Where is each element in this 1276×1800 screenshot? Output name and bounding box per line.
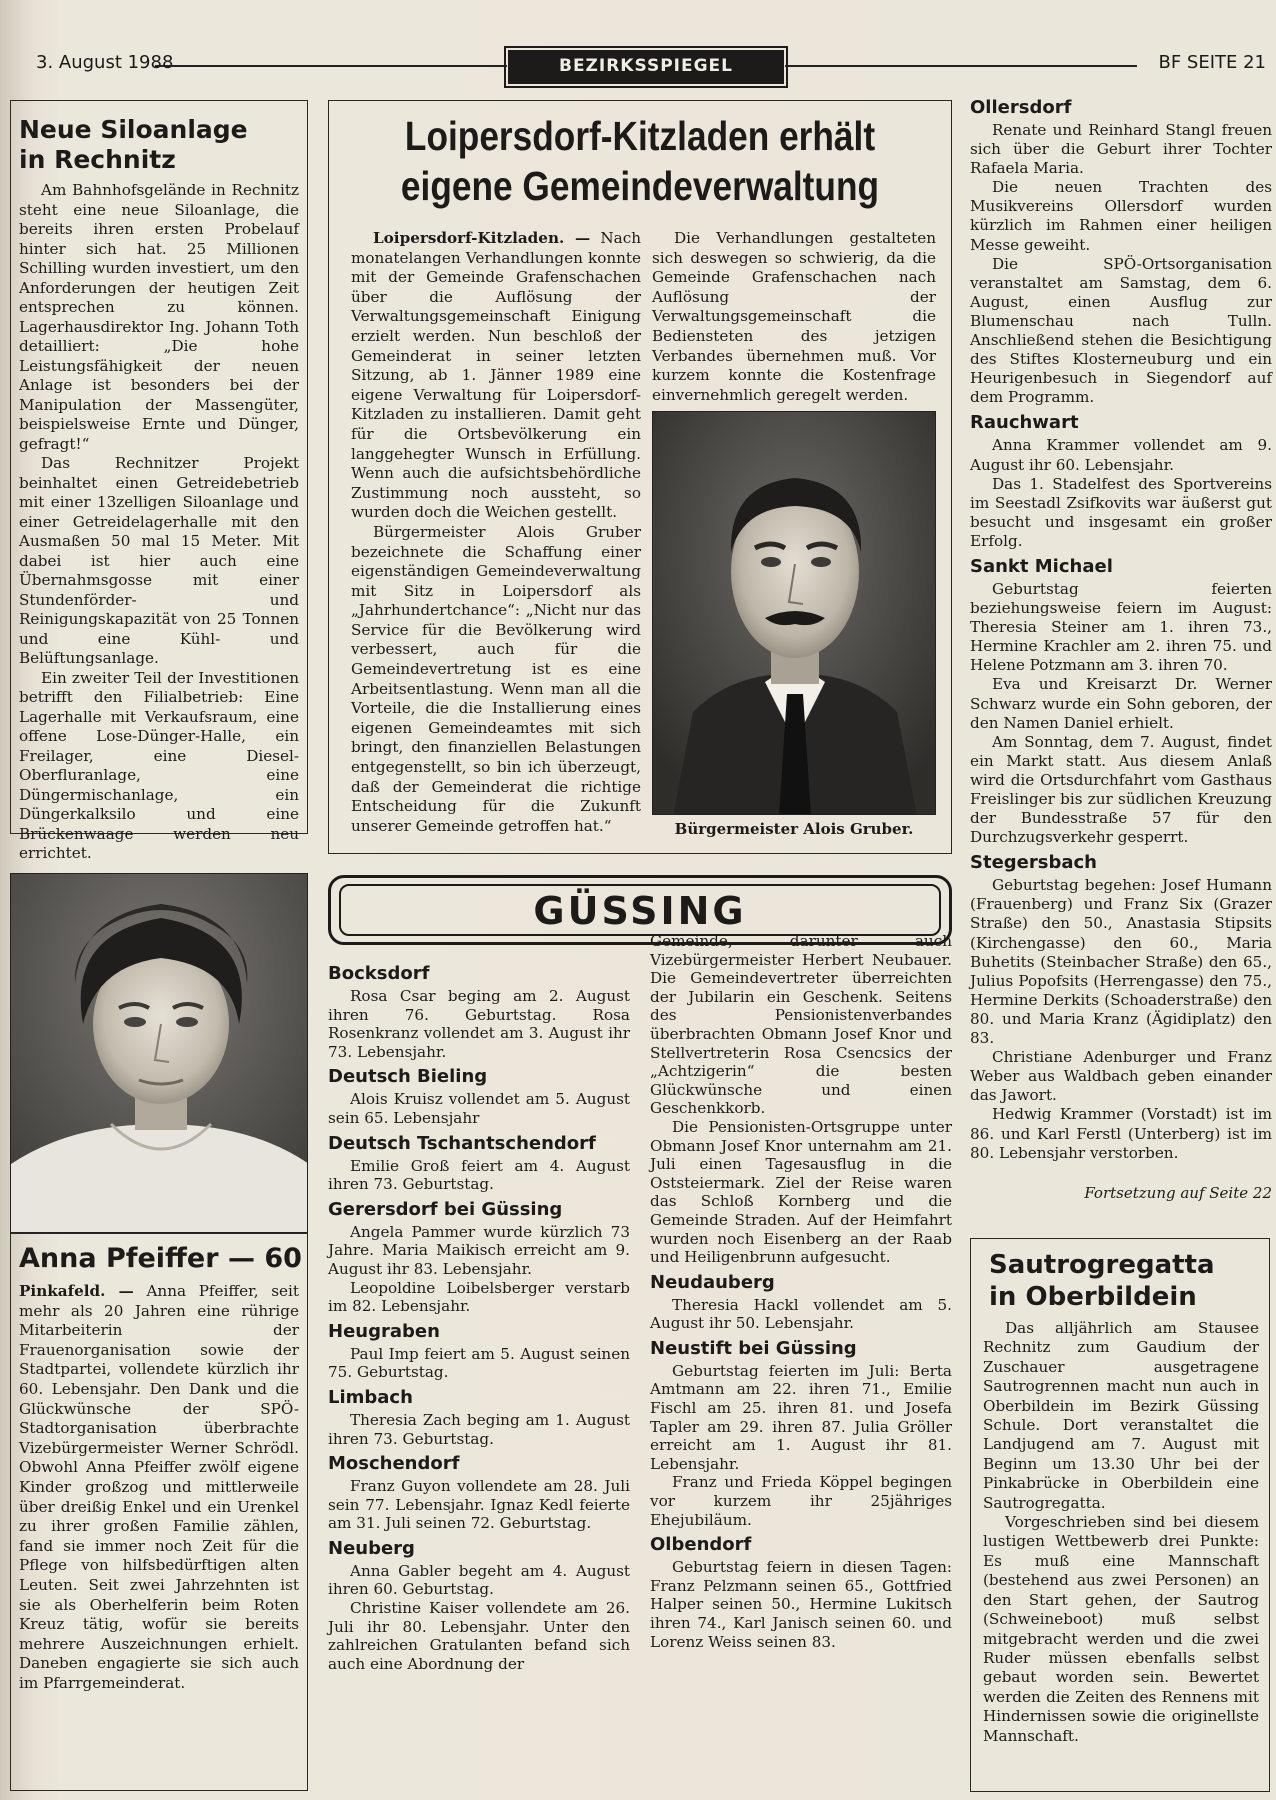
section-title: BEZIRKSSPIEGEL	[508, 50, 784, 84]
paragraph: Geburtstag feierten beziehungsweise feiern im August: Theresia Steiner am 1. ihren 73., Hermine Krachler am 2. ihren 75. und Helene Potzmann am 3. ihren 70.	[970, 579, 1272, 675]
locality-heading: Deutsch Tschantschendorf	[328, 1132, 596, 1154]
paragraph: Franz Guyon vollendete am 28. Juli sein 77. Lebensjahr. Ignaz Kedl feierte am 31. Juli seinen 72. Geburtstag.	[328, 1477, 630, 1533]
paragraph: Ein zweiter Teil der Investitionen betrifft den Filialbetrieb: Eine Lagerhalle mit Verkaufsraum, eine offene Lose-Dünger-Halle, ein Freilager, eine Diesel-Oberfluranlage, eine Düngermischanlage, ein Düngerkalksilo und eine Brückenwaage werden neu errichtet.	[19, 668, 299, 862]
paragraph-text: Anna Pfeiffer, seit mehr als 20 Jahren eine rührige Mitarbeiterin der Frauenorganisation sowie der Stadtpartei, vollendete kürzlich ihr 60. Lebensjahr. Den Dank und die Glückwünsche der SPÖ-Stadtorganisation überbrachte Vizebürgermeister Werner Schrödl. Obwohl Anna Pfeiffer zwölf eigene Kinder großzog und mittlerweile über dreißig Enkel und ein Urenkel zu ihrer großen Familie zählen, fand sie immer noch Zeit für die Pflege von hilfsbedürftigen alten Leuten. Seit zwei Jahrzehnten ist sie als Oberhelferin beim Roten Kreuz tätig, wofür sie bereits mehrere Auszeichnungen erhielt. Daneben engagierte sie sich auch im Pfarrgemeinderat.	[19, 1282, 299, 1692]
paragraph: Das Rechnitzer Projekt beinhaltet einen Getreidebetrieb mit einer 13zelligen Siloanlage und einer Getreidelagerhalle mit den Ausmaßen 50 mal 15 Meter. Mit dabei ist hier auch eine Übernahmsgosse mit einer Stundenförder- und Reinigungskapazität von 25 Tonnen und eine Kühl- und Belüftungsanlage.	[19, 454, 299, 667]
locality-heading: Neustift bei Güssing	[650, 1337, 857, 1359]
paragraph: Das 1. Stadelfest des Sportvereins im Seestadl Zsifkovits war äußerst gut besucht und insgesamt ein großer Erfolg.	[970, 474, 1272, 550]
article-headline: Anna Pfeiffer — 60	[19, 1243, 302, 1274]
article-headline	[373, 111, 908, 211]
paragraph: Franz und Frieda Köppel begingen vor kurzem ihr 25jähriges Ehejubiläum.	[650, 1473, 952, 1529]
locality-heading: Limbach	[328, 1386, 413, 1408]
paragraph	[351, 229, 641, 523]
paragraph: Vorgeschrieben sind bei diesem lustigen Wettbewerb drei Punkte: Es muß eine Mannschaft (bestehend aus zwei Personen) an den Start gehen, der Sautrog (Schweineboot) muß selbst mitgebracht werden und die zwei Ruder müssen ebenfalls selbst gebaut worden sein. Bewertet werden die Zeiten des Rennens mit Hindernissen sowie die originellste Mannschaft.	[983, 1513, 1259, 1745]
locality-heading: Heugraben	[328, 1320, 440, 1342]
locality-heading: Moschendorf	[328, 1453, 460, 1475]
paragraph: Alois Kruisz vollendet am 5. August sein 65. Lebensjahr	[328, 1090, 630, 1127]
header-rule-right	[785, 65, 1137, 67]
headline-line: in Oberbildein	[989, 1282, 1197, 1312]
paragraph: Das alljährlich am Stausee Rechnitz zum Gaudium der Zuschauer ausgetragene Sautrogrennen macht nun auch in Oberbildein im Bezirk Güssing Schule. Dort veranstaltet die Landjugend am 7. August mit Beginn um 13.30 Uhr bei der Pinkabrücke in Oberbildein eine Sautrogregatta.	[983, 1319, 1259, 1512]
header-rule-left	[155, 65, 507, 67]
article-lead: Pinkafeld. —	[19, 1282, 134, 1300]
locality-heading: Ollersdorf	[970, 97, 1072, 118]
headline-line: eigene Gemeindeverwaltung	[400, 163, 880, 209]
article-body-col2	[652, 229, 936, 405]
article-lead: Loipersdorf-Kitzladen. —	[373, 229, 591, 247]
paragraph: Die Pensionisten-Ortsgruppe unter Obmann Josef Knor unternahm am 21. Juli einen Tagesausflug in die Oststeiermark. Ziel der Reise waren das Schloß Kornberg und die Gemeinde Straden. Auf der Heimfahrt wurden noch Eisenberg an der Raab und Heiligenbrunn aufgesucht.	[650, 1117, 952, 1267]
paragraph: Christiane Adenburger und Franz Weber aus Waldbach geben einander das Jawort.	[970, 1048, 1272, 1105]
paragraph: Leopoldine Loibelsberger verstarb im 82. Lebensjahr.	[328, 1278, 630, 1316]
locality-heading: Sankt Michael	[970, 555, 1113, 577]
article-body-col1	[351, 229, 641, 836]
issue-date: 3. August 1988	[36, 52, 174, 73]
paragraph: Anna Krammer vollendet am 9. August ihr 60. Lebensjahr.	[970, 436, 1272, 474]
guessing-column-2	[650, 932, 952, 1651]
paragraph: Theresia Hackl vollendet am 5. August ihr 50. Lebensjahr.	[650, 1295, 952, 1333]
paragraph: Hedwig Krammer (Vorstadt) ist im 86. und Karl Ferstl (Unterberg) ist im 80. Lebensjahr verstorben.	[970, 1105, 1272, 1162]
paragraph: Eva und Kreisarzt Dr. Werner Schwarz wurde ein Sohn geboren, der den Namen Daniel erhielt.	[970, 675, 1272, 732]
photo-caption: Bürgermeister Alois Gruber.	[674, 820, 914, 838]
locality-heading: Deutsch Bieling	[328, 1066, 488, 1088]
article-pfeiffer	[10, 1233, 308, 1791]
paragraph: Am Bahnhofsgelände in Rechnitz steht eine neue Siloanlage, die bereits ihren ersten Probelauf hinter sich hat. 25 Millionen Schilling wurden investiert, um den Anforderungen der heutigen Zeit entsprechen zu können. Lagerhausdirektor Ing. Johann Toth detailliert: „Die hohe Leistungsfähigkeit der neuen Anlage ist besonders bei der Manipulation der Massengüter, beispielsweise Ernte und Dünger, gefragt!“	[19, 181, 299, 453]
paragraph-text: Nach monatelangen Verhandlungen konnte mit der Gemeinde Grafenschachen über die Auflösung der Verwaltungsgemeinschaft Einigung erzielt werden. Nun beschloß der Gemeinderat in seiner letzten Sitzung, ab 1. Jänner 1989 eine eigene Verwaltung für Loipersdorf-Kitzladen zu installieren. Damit geht für die Ortsbevölkerung ein langgehegter Wunsch in Erfüllung. Wenn auch die aufsichtsbehördliche Zustimmung noch aussteht, so wurden doch die Weichen gestellt.	[351, 229, 642, 522]
headline-line: Loipersdorf-Kitzladen erhält	[404, 113, 876, 159]
paragraph: Geburtstag feierten im Juli: Berta Amtmann am 22. ihren 71., Emilie Fischl am 25. ihren 81. und Josefa Tapler am 29. ihren 87. Julia Gröller erreicht am 1. August ihr 81. Lebensjahr.	[650, 1361, 952, 1473]
page-number: BF SEITE 21	[1158, 52, 1266, 73]
headline-line: Neue Siloanlage	[19, 115, 248, 144]
locality-heading: Rauchwart	[970, 412, 1079, 434]
paragraph: Am Sonntag, dem 7. August, findet ein Markt statt. Aus diesem Anlaß wird die Ortsdurchfahrt vom Gasthaus Freislinger bis zur südlichen Kreuzung der Bundesstraße 57 für den Durchzugsverkehr gesperrt.	[970, 732, 1272, 847]
paragraph: Paul Imp feiert am 5. August seinen 75. Geburtstag.	[328, 1344, 630, 1382]
paragraph: Theresia Zach beging am 1. August ihren 73. Geburtstag.	[328, 1410, 630, 1448]
paragraph: Bürgermeister Alois Gruber bezeichnete die Schaffung einer eigenständigen Gemeindeverwaltung mit Sitz in Loipersdorf als „Jahrhundertchance“: „Nicht nur das Service für die Bevölkerung wird verbessert, auch für die Gemeindevertretung ist es eine Arbeitsentlastung. Wenn man all die Vorteile, die die Installierung eines eigenen Gemeindeamtes mit sich bringt, den finanziellen Belastungen entgegenstellt, so bin ich überzeugt, daß der Gemeinderat die richtige Entscheidung für die Zukunft unserer Gemeinde getroffen hat.“	[351, 522, 641, 835]
headline-line: in Rechnitz	[19, 145, 176, 174]
continuation-note: Fortsetzung auf Seite 22	[1084, 1184, 1272, 1202]
article-siloanlage	[10, 100, 308, 862]
locality-heading: Bocksdorf	[328, 963, 430, 984]
right-column	[970, 92, 1272, 1163]
locality-heading: Neuberg	[328, 1537, 415, 1559]
paragraph	[19, 1282, 299, 1693]
mayor-portrait-image	[653, 412, 936, 815]
paragraph: Die neuen Trachten des Musikvereins Ollersdorf wurden kürzlich im Rahmen einer heiligen Messe geweiht.	[970, 178, 1272, 254]
paragraph: Emilie Groß feiert am 4. August ihren 73. Geburtstag.	[328, 1156, 630, 1194]
paragraph: Anna Gabler begeht am 4. August ihren 60. Geburtstag.	[328, 1561, 630, 1599]
headline-line: Sautrogregatta	[989, 1250, 1215, 1280]
pfeiffer-portrait-image	[11, 874, 308, 1233]
district-banner-label: GÜSSING	[339, 884, 941, 936]
article-headline	[19, 115, 248, 175]
article-sautrogregatta	[970, 1238, 1270, 1792]
guessing-column-1	[328, 958, 630, 1673]
mayor-photo	[652, 411, 936, 815]
article-headline	[989, 1249, 1215, 1313]
locality-heading: Neudauberg	[650, 1271, 775, 1293]
article-body	[983, 1319, 1259, 1746]
locality-heading: Olbendorf	[650, 1534, 752, 1556]
paragraph: Renate und Reinhard Stangl freuen sich über die Geburt ihrer Tochter Rafaela Maria.	[970, 121, 1272, 178]
article-loipersdorf	[328, 100, 952, 854]
article-body	[19, 1282, 299, 1693]
paragraph: Geburtstag begehen: Josef Humann (Frauenberg) und Franz Six (Grazer Straße) den 50., Anastasia Stipsits (Kirchengasse) den 60., Maria Buhetits (Steinbacher Straße) den 65., Julius Popofsits (Herrengasse) den 75., Hermine Derkits (Schoaderstraße) den 80. und Maria Kranz (Ägidiplatz) den 83.	[970, 876, 1272, 1048]
paragraph: Gemeinde, darunter auch Vizebürgermeister Herbert Neubauer. Die Gemeindevertreter überreichten der Jubilarin ein Geschenk. Seitens des Pensionistenverbandes überbrachten Obmann Josef Knor und Stellvertreterin Rosa Csencsics der „Achtzigerin“ die besten Glückwünsche und einen Geschenkkorb.	[650, 932, 952, 1118]
guessing-column-2-sections	[650, 1271, 952, 1652]
page-header	[0, 52, 1276, 80]
pfeiffer-photo	[10, 873, 308, 1233]
paragraph: Geburtstag feiern in diesen Tagen: Franz Pelzmann seinen 65., Gottfried Halper seinen 50., Hermine Lukitsch ihren 74., Karl Janisch seinen 60. und Lorenz Weiss seinen 83.	[650, 1558, 952, 1651]
paragraph: Die Verhandlungen gestalteten sich deswegen so schwierig, da die Gemeinde Grafenschachen nach Auflösung der Verwaltungsgemeinschaft die Bediensteten des jetzigen Verbandes übernehmen muß. Vor kurzem konnte die Kostenfrage einvernehmlich geregelt werden.	[652, 229, 936, 404]
paragraph: Rosa Csar beging am 2. August ihren 76. Geburtstag. Rosa Rosenkranz vollendet am 3. August ihr 73. Lebensjahr.	[328, 987, 630, 1061]
paragraph: Christine Kaiser vollendete am 26. Juli ihr 80. Lebensjahr. Unter den zahlreichen Gratulanten befand sich auch eine Abordnung der	[328, 1599, 630, 1673]
article-body	[19, 181, 299, 864]
locality-heading: Stegersbach	[970, 852, 1097, 874]
paragraph: Angela Pammer wurde kürzlich 73 Jahre. Maria Maikisch erreicht am 9. August ihr 83. Lebensjahr.	[328, 1222, 630, 1278]
locality-heading: Gerersdorf bei Güssing	[328, 1198, 563, 1220]
paragraph: Die SPÖ-Ortsorganisation veranstaltet am Samstag, dem 6. August, einen Ausflug zur Blumenschau nach Tulln. Anschließend stehen die Besichtigung des Stiftes Klosterneuburg und ein Heurigenbesuch in Siegendorf auf dem Programm.	[970, 254, 1272, 407]
